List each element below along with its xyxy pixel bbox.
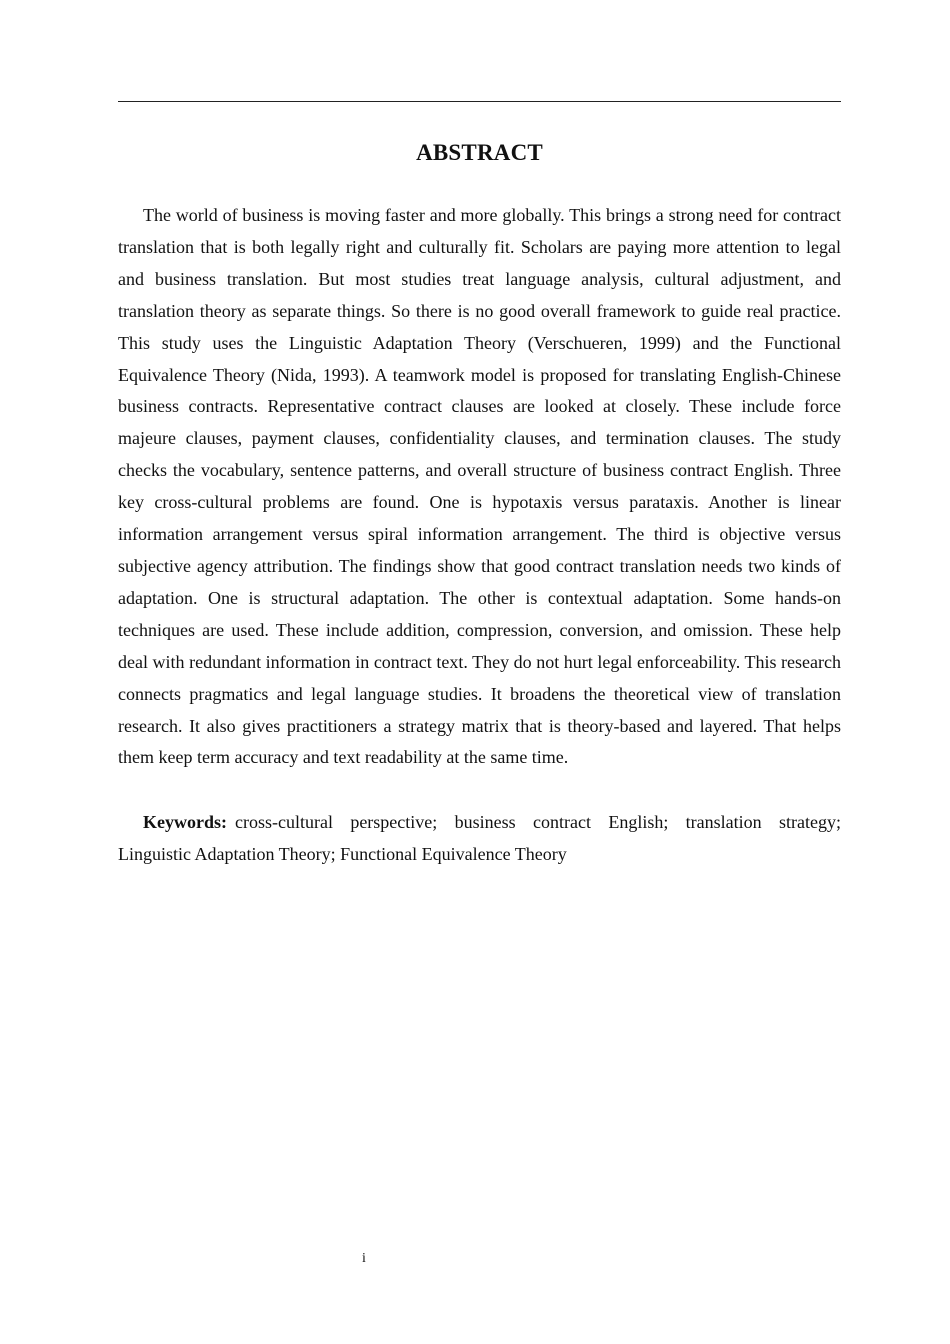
page-title: ABSTRACT	[416, 140, 543, 165]
page-number: i	[362, 1251, 366, 1266]
keywords-paragraph	[118, 807, 841, 871]
keywords-text: cross-cultural perspective; business contract English; translation strategy; Linguistic Adaptation Theory; Functional Equivalence Theory	[118, 812, 841, 864]
header-rule	[118, 101, 841, 102]
abstract-paragraph: The world of business is moving faster and more globally. This brings a strong need for contract translation that is both legally right and culturally fit. Scholars are paying more attention to legal and business translation. But most studies treat language analysis, cultural adjustment, and translation theory as separate things. So there is no good overall framework to guide real practice. This study uses the Linguistic Adaptation Theory (Verschueren, 1999) and the Functional Equivalence Theory (Nida, 1993). A teamwork model is proposed for translating English-Chinese business contracts. Representative contract clauses are looked at closely. These include force majeure clauses, payment clauses, confidentiality clauses, and termination clauses. The study checks the vocabulary, sentence patterns, and overall structure of business contract English. Three key cross-cultural problems are found. One is hypotaxis versus parataxis. Another is linear information arrangement versus spiral information arrangement. The third is objective versus subjective agency attribution. The findings show that good contract translation needs two kinds of adaptation. One is structural adaptation. The other is contextual adaptation. Some hands-on techniques are used. These include addition, compression, conversion, and omission. These help deal with redundant information in contract text. They do not hurt legal enforceability. This research connects pragmatics and legal language studies. It broadens the theoretical view of translation research. It also gives practitioners a strategy matrix that is theory-based and layered. That helps them keep term accuracy and text readability at the same time.	[118, 205, 841, 768]
keywords-label: Keywords:	[143, 812, 227, 832]
